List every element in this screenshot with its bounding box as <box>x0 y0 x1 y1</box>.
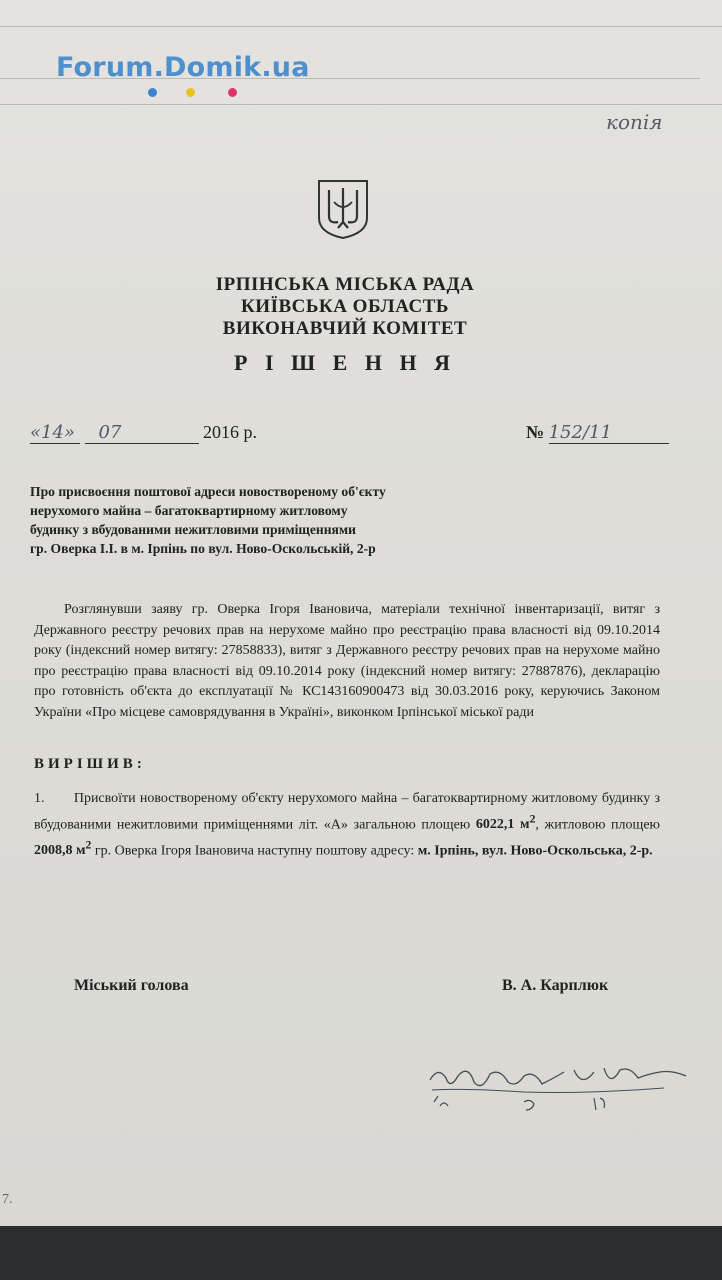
council-name: ІРПІНСЬКА МІСЬКА РАДА <box>215 274 475 295</box>
decision-item-1: 1. Присвоїти новоствореному об'єкту нерухомого майна – багатоквартирному житловому будинку з вбудованими нежитловими приміщеннями літ. «А» загальною площею 6022,1 $м^2$, житловою площею 2008,8 $м^2$ гр. Оверка Ігоря Івановича наступну поштову адресу: м. Ірпінь, вул. Ново-Оскольська, 2-р. <box>34 791 661 859</box>
watermark-dot <box>148 88 157 97</box>
watermark-dots <box>148 88 238 98</box>
living-area: 2008,8 $м^2$ <box>34 838 92 859</box>
postal-address: м. Ірпінь, вул. Ново-Оскольська, 2-р. <box>417 843 653 859</box>
watermark-logo: Forum.Domik.ua <box>56 52 310 83</box>
region-name: КИЇВСЬКА ОБЛАСТЬ <box>241 296 449 317</box>
subject-line: гр. Оверка І.І. в м. Ірпінь по вул. Ново-Оскольській, 2-р <box>30 541 376 556</box>
total-area: 6022,1 $м^2$ <box>475 812 536 833</box>
decision-subject <box>30 482 500 558</box>
number-prefix: № <box>526 422 545 442</box>
date-month: 07 <box>98 422 122 443</box>
date-year: 2016 р. <box>203 422 257 442</box>
subject-line: будинку з вбудованими нежитловими приміщеннями <box>30 522 356 537</box>
preamble-paragraph: Розглянувши заяву гр. Оверка Ігоря Івановича, матеріали технічної інвентаризації, витяг з Державного реєстру речових прав на нерухоме майно про реєстрацію права власності від 09.10.2014 року (індексний номер витягу: 27858833), витяг з Державного реєстру речових прав на нерухоме майно про реєстрацію права власності від 09.10.2014 року (індексний номер витягу: 27887876), декларацію про готовність об'єкта до експлуатації № КС143160900473 від 30.03.2016 року, керуючись Законом України «Про місцеве самоврядування в Україні», виконком Ірпінської міської ради <box>34 602 660 720</box>
watermark-dot <box>186 88 195 97</box>
subject-line: нерухомого майна – багатоквартирному житловому <box>30 503 348 518</box>
date-month-field <box>85 422 199 444</box>
date-day: «14» <box>30 422 75 443</box>
document-type-title: Р І Ш Е Н Н Я <box>234 350 456 375</box>
decision-number <box>526 422 669 444</box>
paper-edge-line <box>0 26 722 27</box>
date-day-field <box>30 422 80 444</box>
item-text: Присвоїти новоствореному об'єкту нерухомого майна – багатоквартирному житловому будинку з вбудованими нежитловими приміщеннями літ. «А» загальною площею <box>34 791 661 833</box>
signatory-name: В. А. Карплюк <box>502 977 609 994</box>
decided-heading: ВИРІШИВ: <box>34 756 146 772</box>
handwritten-copy-note: копія <box>606 110 663 134</box>
trident-emblem-icon <box>316 178 370 240</box>
dark-background-strip <box>0 1226 722 1280</box>
paper-edge-line <box>0 104 722 105</box>
watermark-dot <box>228 88 237 97</box>
handwritten-signature <box>424 1058 694 1118</box>
committee-name: ВИКОНАВЧИЙ КОМІТЕТ <box>222 318 468 339</box>
decision-date <box>30 422 257 444</box>
signatory-role: Міський голова <box>74 977 189 994</box>
margin-mark: 7. <box>2 1192 13 1207</box>
item-number: 1. <box>34 791 45 806</box>
subject-line: Про присвоєння поштової адреси новоствореному об'єкту <box>30 484 386 499</box>
number-value: 152/11 <box>549 422 669 444</box>
